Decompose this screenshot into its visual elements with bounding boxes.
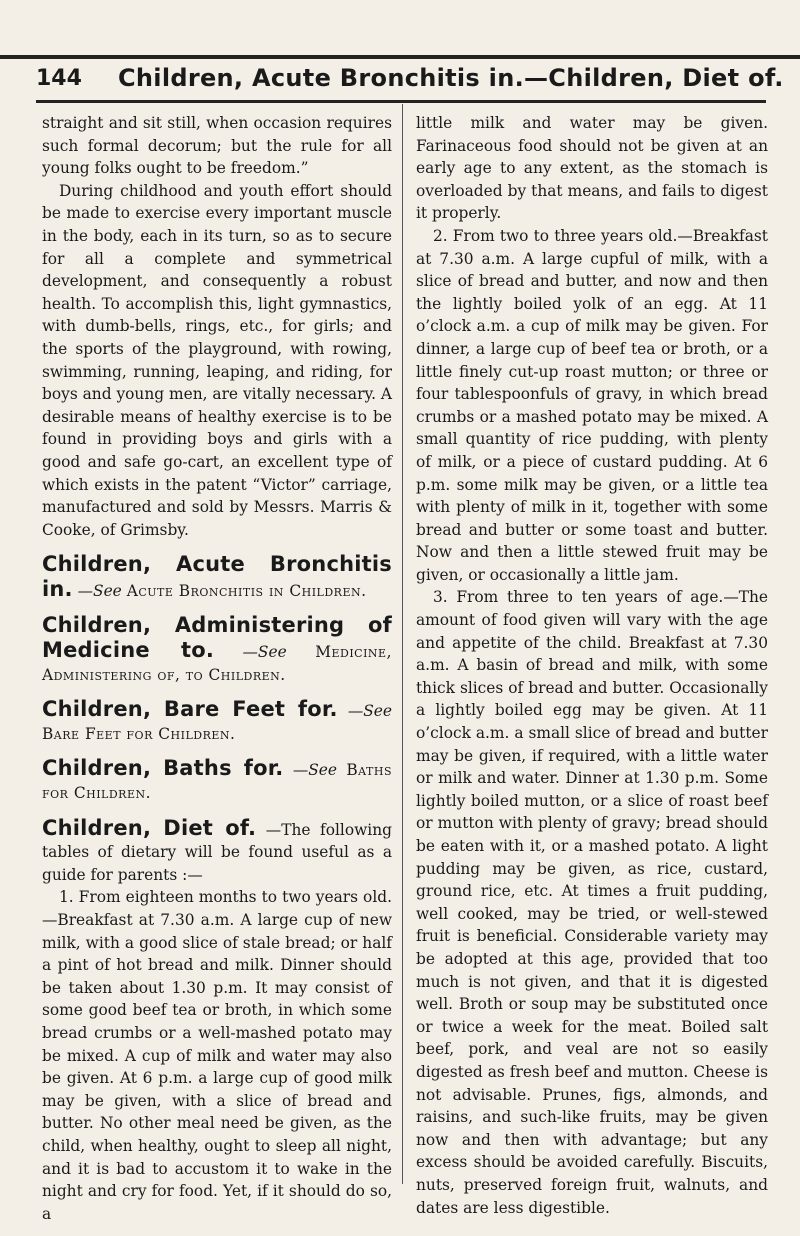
right-column (416, 112, 768, 1219)
header-rule (36, 100, 766, 103)
entry-acute-bronchitis (42, 553, 392, 602)
see-label: —See (242, 643, 287, 662)
running-title: Children, Acute Bronchitis in.—Children, Diet of. (118, 64, 784, 92)
entry-administering-medicine (42, 614, 392, 686)
continuation-paragraph: straight and sit still, when occasion requires such formal decorum; but the rule for all young folks ought to be freedom.” (42, 114, 392, 178)
entry-heading: Children, Baths for. (42, 756, 284, 781)
page-number: 144 (36, 66, 82, 91)
entry-heading: Children, Bare Feet for. (42, 697, 338, 722)
entry-baths (42, 757, 392, 804)
cross-reference: Medicine, Administering of, to Children. (42, 643, 392, 684)
see-label: —See (347, 702, 392, 721)
cross-reference: Acute Bronchitis in Children. (126, 581, 367, 600)
see-label: —See (292, 761, 337, 780)
diet-item-1: 1. From eighteen months to two years old.—Breakfast at 7.30 a.m. A large cup of new milk, with a good slice of stale bread; or half a pint of hot bread and milk. Dinner should be taken about 1.30 p.m. It may consist of some good beef tea or broth, in which some bread crumbs or a well-mashed potato may be mixed. A cup of milk and water may also be given. At 6 p.m. a large cup of good milk may be given, with a slice of bread and butter. No other meal need be given, as the child, when healthy, ought to sleep all night, and it is bad to accustom it to wake in the night and cry for food. Yet, if it should do so, a (42, 888, 392, 1223)
top-rule (0, 55, 800, 59)
left-column (42, 112, 392, 1225)
entry-heading: Children, Acute Bronchitis in. (42, 552, 392, 601)
entry-bare-feet (42, 698, 392, 745)
entry-diet (42, 817, 392, 887)
cross-reference: Bare Feet for Children. (42, 724, 236, 743)
see-label: —See (77, 581, 122, 600)
diet-item-2: 2. From two to three years old.—Breakfast at 7.30 a.m. A large cupful of milk, with a slice of bread and butter, and now and then the lightly boiled yolk of an egg. At 11 o’clock a.m. a cup of milk may be given. For dinner, a large cup of beef tea or broth, or a little finely cut-up roast mutton; or three or four tablespoonfuls of gravy, in which bread crumbs or a mashed potato may be mixed. A small quantity of rice pudding, with plenty of milk, or a piece of custard pudding. At 6 p.m. some milk may be given, or a little tea with plenty of milk in it, together with some bread and butter or some toast and butter. Now and then a little stewed fruit may be given, or occasionally a little jam. (416, 226, 768, 584)
exercise-paragraph: During childhood and youth effort should be made to exercise every important muscle in the body, each in its turn, so as to secure for all a complete and symmetrical development, and consequently a robust health. To accomplish this, light gymnastics, with dumb-bells, rings, etc., for girls; and the sports of the playground, with rowing, swimming, running, leaping, and riding, for boys and young men, are vitally necessary. A desirable means of healthy exercise is to be found in providing boys and girls with a good and safe go-cart, an excellent type of which exists in the patent “Victor” carriage, manufactured and sold by Messrs. Marris & Cooke, of Grimsby. (42, 181, 392, 539)
cross-reference: Baths for Children. (42, 761, 392, 803)
page-header (36, 64, 784, 96)
column-divider (402, 104, 403, 1184)
diet-item-3: 3. From three to ten years of age.—The amount of food given will vary with the age and appetite of the child. Breakfast at 7.30 a.m. A basin of bread and milk, with some thick slices of bread and butter. Occasionally a lightly boiled egg may be given. At 11 o’clock a.m. a small slice of bread and butter may be given, if required, with a little water or milk and water. Dinner at 1.30 p.m. Some lightly boiled mutton, or a slice of roast beef or mutton with plenty of gravy; bread should be eaten with it, or a mashed potato. A light pudding may be given, as rice, custard, ground rice, etc. At times a fruit pudding, well cooked, may be tried, or well-stewed fruit is beneficial. Considerable variety may be adopted at this age, provided that too much is not given, and that it is digested well. Broth or soup may be substituted once or twice a week for the meat. Boiled salt beef, pork, and veal are not so easily digested as fresh beef and mutton. Cheese is not advisable. Prunes, figs, almonds, and raisins, and such-like fruits, may be given now and then with advantage; but any excess should be avoided carefully. Biscuits, nuts, preserved foreign fruit, walnuts, and dates are less digestible. (416, 588, 768, 1217)
continuation-paragraph: little milk and water may be given. Farinaceous food should not be given at an early age to any extent, as the stomach is overloaded by that means, and fails to digest it properly. (416, 114, 768, 223)
entry-heading: Children, Diet of. (42, 815, 257, 840)
entry-heading: Children, Administering of Medicine to. (42, 613, 392, 663)
entry-intro: —The following tables of dietary will be found useful as a guide for parents :— (42, 820, 392, 884)
